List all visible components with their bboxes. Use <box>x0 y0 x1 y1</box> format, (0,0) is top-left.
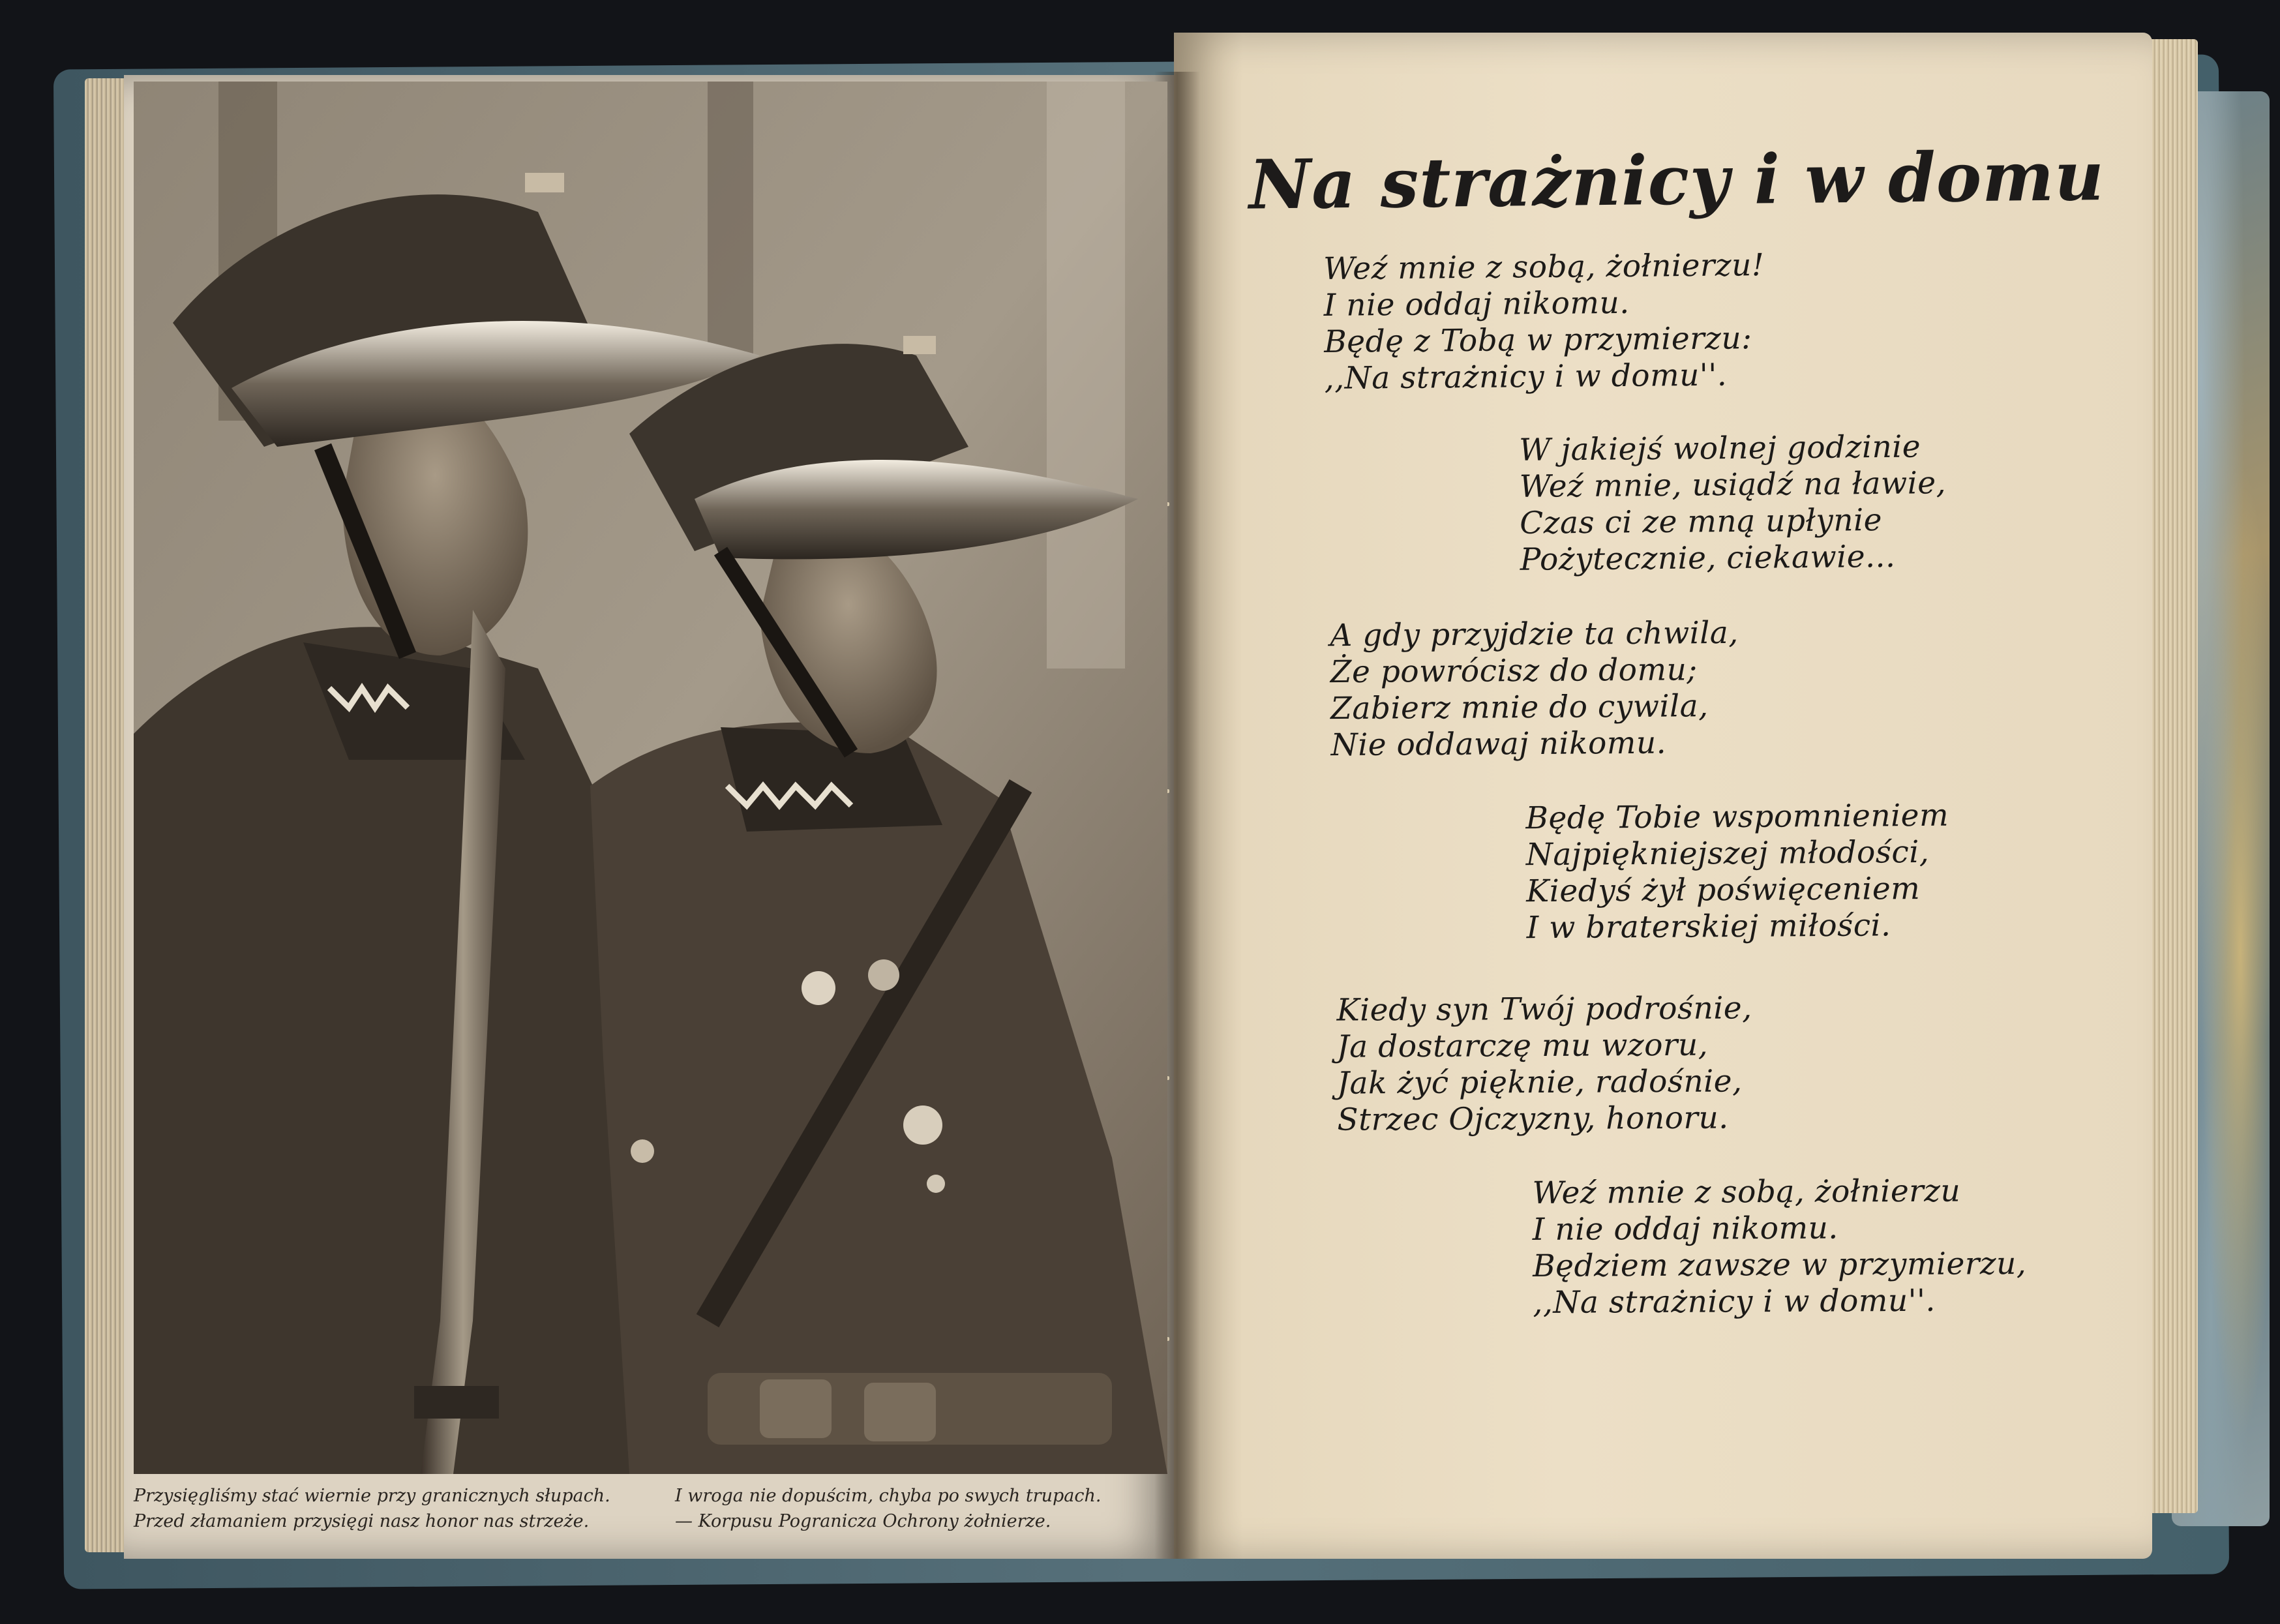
poem-line: Zabierz mnie do cywila, <box>1330 688 1709 727</box>
caption-left-line-1: Przysięgliśmy stać wiernie przy granicznych słupach. <box>134 1486 610 1506</box>
poem-line: Nie oddawaj nikomu. <box>1330 725 1667 764</box>
caption-left-line-2: Przed złamaniem przysięgi nasz honor nas strzeże. <box>134 1511 590 1531</box>
poem-line: Że powrócisz do domu; <box>1330 652 1698 691</box>
poem-line: Najpiękniejszej młodości, <box>1525 834 1930 873</box>
stanza-5 <box>1336 990 1752 1138</box>
poem-line: ,,Na strażnicy i w domu''. <box>1533 1282 1936 1321</box>
caption-right-line-1: I wroga nie dopuścim, chyba po swych trupach. <box>675 1486 1102 1506</box>
soldiers-photo-illustration <box>134 82 1167 1474</box>
poem-line: Czas ci ze mną upłynie <box>1520 502 1883 541</box>
poem-line: Ja dostarczę mu wzoru, <box>1336 1027 1709 1065</box>
poem-line: Strzec Ojczyzny, honoru. <box>1337 1100 1729 1138</box>
poem-line: Kiedyś żył poświęceniem <box>1526 871 1921 910</box>
poem-line: Będziem zawsze w przymierzu, <box>1533 1246 2027 1284</box>
stanza-3 <box>1330 615 1739 764</box>
poem-line: I w braterskiej miłości. <box>1526 907 1891 946</box>
poem-line: Weź mnie z sobą, żołnierzu <box>1532 1173 1961 1211</box>
poem-line: Będę z Tobą w przymierzu: <box>1324 320 1752 360</box>
stanza-1 <box>1323 247 1765 397</box>
stanza-2 <box>1519 429 1947 579</box>
poem-line: W jakiejś wolnej godzinie <box>1519 429 1921 468</box>
poem-line: A gdy przyjdzie ta chwila, <box>1330 614 1739 654</box>
poem-line: Weź mnie, usiądź na ławie, <box>1519 465 1947 505</box>
poem-line: Będę Tobie wspomnieniem <box>1525 797 1949 837</box>
stanza-4 <box>1525 798 1949 947</box>
poem-title: Na strażnicy i w domu <box>1248 135 2105 225</box>
poem-line: Jak żyć pięknie, radośnie, <box>1337 1063 1743 1102</box>
poem-line: I nie oddaj nikomu. <box>1532 1210 1838 1248</box>
poem-line: I nie oddaj nikomu. <box>1323 284 1630 323</box>
stanza-6 <box>1532 1173 2026 1321</box>
poem-line: Pożytecznie, ciekawie... <box>1520 538 1896 578</box>
soldiers-photograph <box>134 82 1167 1474</box>
poem-line: ,,Na strażnicy i w domu''. <box>1324 357 1728 397</box>
poem-line: Kiedy syn Twój podrośnie, <box>1336 990 1752 1029</box>
caption-right-line-2: — Korpusu Pogranicza Ochrony żołnierze. <box>675 1511 1051 1531</box>
poem-line: Weź mnie z sobą, żołnierzu! <box>1323 247 1765 287</box>
